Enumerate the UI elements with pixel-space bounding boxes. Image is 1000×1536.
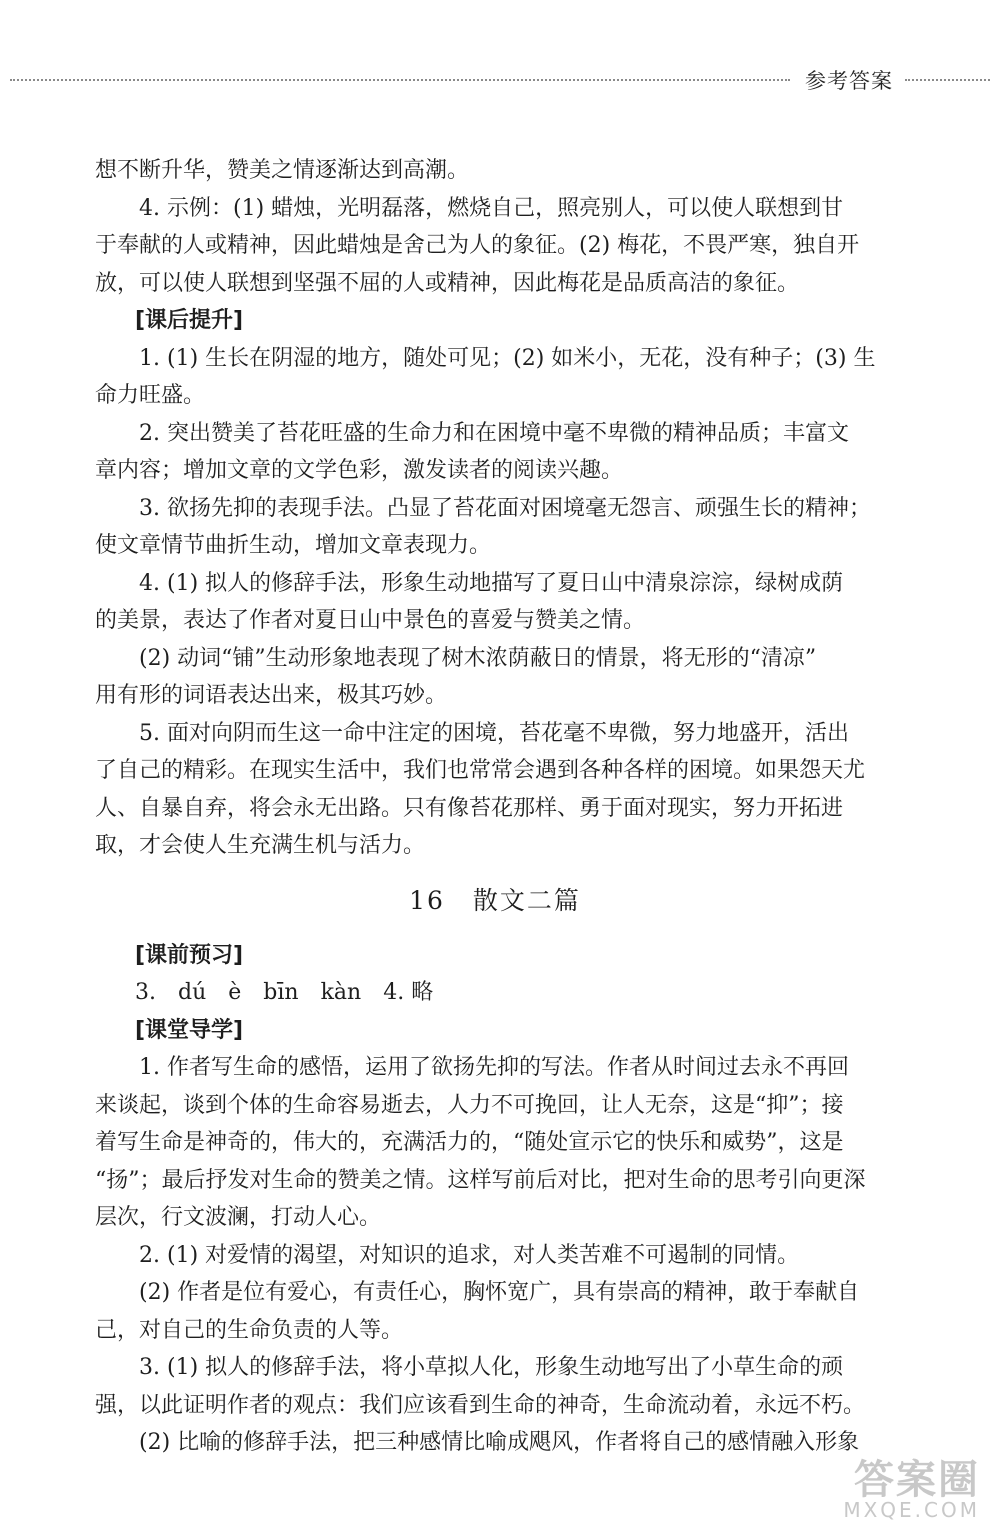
after-class-answer-2 — [95, 415, 895, 490]
watermark-logo — [840, 1448, 990, 1528]
after-class-answer-4-1 — [95, 565, 895, 640]
header-title: 参考答案 — [805, 69, 893, 93]
in-class-answer-3-2 — [95, 1424, 895, 1462]
header-dotted-rule-left — [10, 79, 790, 81]
watermark-main-text: 答案圈 — [854, 1457, 980, 1503]
text-line: 5. 面对向阴而生这一命中注定的困境，苔花毫不卑微，努力地盛开，活出 — [139, 720, 849, 746]
text-line: 命力旺盛。 — [95, 383, 206, 408]
page-header — [0, 60, 1000, 100]
text-line: 用有形的词语表达出来，极其巧妙。 — [95, 683, 448, 708]
text-line: 1. 作者写生命的感悟，运用了欲扬先抑的写法。作者从时间过去永不再回 — [139, 1055, 849, 1080]
text-line: 1. (1) 生长在阴湿的地方，随处可见；(2) 如米小，无花，没有种子；(3) 生 — [139, 345, 876, 371]
chapter-title — [95, 881, 895, 921]
section-label-preview: [课前预习] — [135, 942, 244, 968]
text-line: (2) 比喻的修辞手法，把三种感情比喻成飓风，作者将自己的感情融入形象 — [139, 1430, 860, 1455]
text-line: 想不断升华，赞美之情逐渐达到高潮。 — [95, 158, 470, 183]
text-line: 3. 欲扬先抑的表现手法。凸显了苔花面对困境毫无怨言、顽强生长的精神； — [139, 495, 871, 521]
pinyin-4: kàn — [320, 980, 362, 1005]
text-line: 取，才会使人生充满生机与活力。 — [95, 833, 426, 858]
watermark-sub-text: MXQE.COM — [843, 1498, 980, 1522]
after-class-answer-1 — [95, 340, 895, 415]
header-dotted-rule-right — [905, 79, 990, 81]
text-line: 2. (1) 对爱情的渴望，对知识的追求，对人类苦难不可遏制的同情。 — [139, 1242, 800, 1268]
page-content — [95, 152, 895, 1462]
text-line: 使文章情节曲折生动，增加文章表现力。 — [95, 533, 492, 558]
item-4: 4. 略 — [383, 980, 434, 1005]
text-line: 4. (1) 拟人的修辞手法，形象生动地描写了夏日山中清泉淙淙，绿树成荫 — [139, 570, 844, 596]
text-line: 人、自暴自弃，将会永无出路。只有像苔花那样、勇于面对现实，努力开拓进 — [95, 795, 844, 821]
section-label-after-class: [课后提升] — [135, 308, 244, 333]
text-line: 强，以此证明作者的观点：我们应该看到生命的神奇，生命流动着，永远不朽。 — [95, 1392, 866, 1418]
text-line: (2) 动词“铺”生动形象地表现了树木浓荫蔽日的情景，将无形的“清凉” — [139, 645, 817, 671]
text-line: 来谈起，谈到个体的生命容易逝去，人力不可挽回，让人无奈，这是“抑”；接 — [95, 1092, 844, 1118]
text-line: 了自己的精彩。在现实生活中，我们也常常会遇到各种各样的困境。如果怨天尤 — [95, 758, 866, 783]
pinyin-3: bīn — [263, 980, 299, 1005]
chapter-name: 散文二篇 — [472, 885, 581, 915]
continuation-paragraph — [95, 152, 895, 190]
text-line: 4. 示例：(1) 蜡烛，光明磊落，燃烧自己，照亮别人，可以使人联想到甘 — [139, 195, 844, 221]
text-line: 层次，行文波澜，打动人心。 — [95, 1205, 382, 1230]
in-class-answer-2-1 — [95, 1237, 895, 1275]
pinyin-1: dú — [178, 980, 207, 1005]
pinyin-2: è — [228, 980, 242, 1005]
after-class-answer-5 — [95, 715, 895, 865]
in-class-answer-3-1 — [95, 1349, 895, 1424]
text-line: 章内容；增加文章的文学色彩，激发读者的阅读兴趣。 — [95, 458, 624, 483]
text-line: 的美景，表达了作者对夏日山中景色的喜爱与赞美之情。 — [95, 608, 646, 633]
text-line: 着写生命是神奇的，伟大的，充满活力的，“随处宣示它的快乐和威势”，这是 — [95, 1130, 844, 1155]
after-class-answer-4-2 — [95, 640, 895, 715]
text-line: 2. 突出赞美了苔花旺盛的生命力和在困境中毫不卑微的精神品质；丰富文 — [139, 420, 849, 446]
text-line: 放，可以使人联想到坚强不屈的人或精神，因此梅花是品质高洁的象征。 — [95, 270, 800, 296]
after-class-answer-3 — [95, 490, 895, 565]
text-line: (2) 作者是位有爱心，有责任心，胸怀宽广，具有崇高的精神，敢于奉献自 — [139, 1280, 860, 1305]
text-line: 3. (1) 拟人的修辞手法，将小草拟人化，形象生动地写出了小草生命的顽 — [139, 1355, 844, 1380]
text-line: 于奉献的人或精神，因此蜡烛是舍己为人的象征。(2) 梅花，不畏严寒，独自开 — [95, 233, 860, 258]
chapter-number: 16 — [409, 885, 445, 915]
answer-4-paragraph — [95, 190, 895, 303]
preview-answers-line — [95, 974, 895, 1012]
section-label-in-class: [课堂导学] — [135, 1017, 244, 1043]
text-line: “扬”；最后抒发对生命的赞美之情。这样写前后对比，把对生命的思考引向更深 — [95, 1167, 866, 1193]
item-3-prefix: 3. — [135, 980, 156, 1005]
text-line: 己，对自己的生命负责的人等。 — [95, 1317, 404, 1343]
in-class-answer-2-2 — [95, 1274, 895, 1349]
in-class-answer-1 — [95, 1049, 895, 1237]
